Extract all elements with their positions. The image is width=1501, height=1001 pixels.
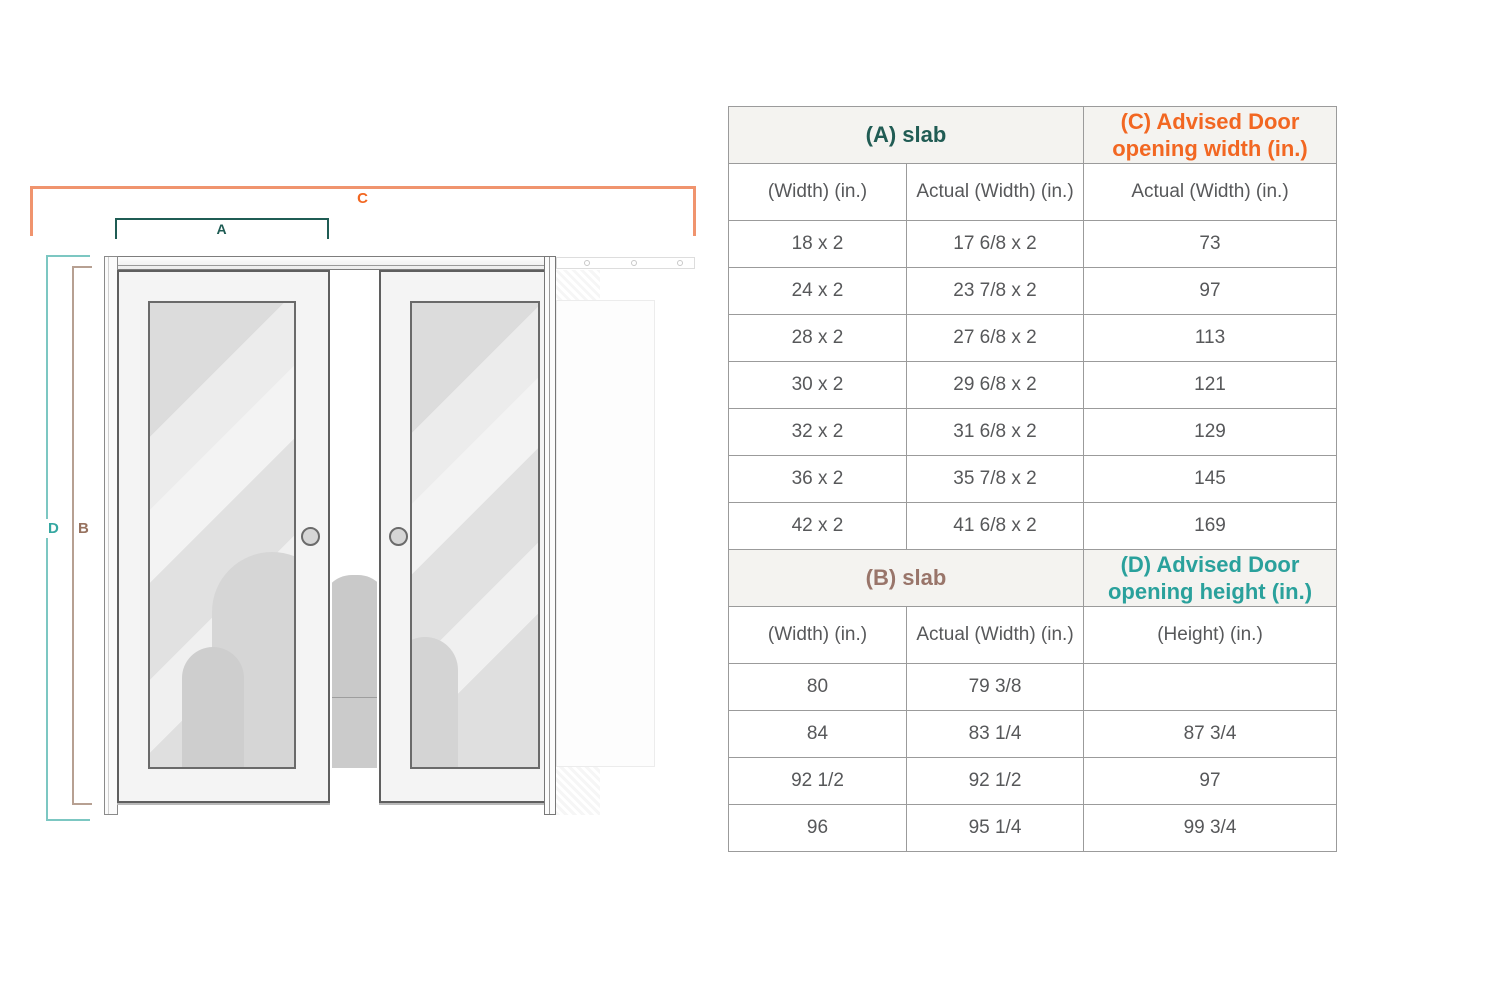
column-header: Actual (Width) (in.) (907, 607, 1084, 664)
table-cell (1084, 664, 1337, 711)
table-cell: 23 7/8 x 2 (907, 268, 1084, 315)
door-left-jamb (104, 256, 118, 815)
dimension-bracket-a (115, 218, 329, 239)
table-cell: 87 3/4 (1084, 711, 1337, 758)
furniture-silhouette (332, 575, 377, 697)
dimension-label-c: C (357, 190, 369, 207)
table-cell: 73 (1084, 221, 1337, 268)
table-cell: 35 7/8 x 2 (907, 456, 1084, 503)
table-cell: 121 (1084, 362, 1337, 409)
table-cell: 113 (1084, 315, 1337, 362)
table-cell: 32 x 2 (729, 409, 907, 456)
table-row (729, 409, 1337, 456)
track-hole-icon (631, 260, 637, 266)
table-row (729, 805, 1337, 852)
dimension-label-b: B (78, 520, 89, 537)
door-panel-left (117, 270, 330, 803)
section-header-right: (C) Advised Door opening width (in.) (1084, 107, 1337, 164)
table-cell: 92 1/2 (907, 758, 1084, 805)
table-row (729, 758, 1337, 805)
dimension-label-a: A (216, 221, 228, 237)
section-header-row (729, 107, 1337, 164)
table-cell: 36 x 2 (729, 456, 907, 503)
door-glass-left (148, 301, 296, 769)
table-row (729, 221, 1337, 268)
table-cell: 28 x 2 (729, 315, 907, 362)
table-row (729, 315, 1337, 362)
table-row (729, 664, 1337, 711)
table-cell: 97 (1084, 268, 1337, 315)
table-cell: 129 (1084, 409, 1337, 456)
door-handle-left (301, 527, 320, 546)
section-header-left: (B) slab (729, 550, 1084, 607)
door-glass-right (410, 301, 540, 769)
furniture-silhouette (332, 697, 377, 768)
table-row (729, 456, 1337, 503)
table-cell: 83 1/4 (907, 711, 1084, 758)
table-row (729, 362, 1337, 409)
table-cell: 145 (1084, 456, 1337, 503)
table-cell: 27 6/8 x 2 (907, 315, 1084, 362)
section-header-right: (D) Advised Door opening height (in.) (1084, 550, 1337, 607)
table-row (729, 503, 1337, 550)
pocket-door-ghost (556, 300, 655, 767)
sliding-track (556, 257, 695, 269)
table-cell: 29 6/8 x 2 (907, 362, 1084, 409)
table-cell: 17 6/8 x 2 (907, 221, 1084, 268)
track-hole-icon (677, 260, 683, 266)
glass-reflection (182, 647, 244, 767)
track-hole-icon (584, 260, 590, 266)
table-cell: 79 3/8 (907, 664, 1084, 711)
table-cell: 30 x 2 (729, 362, 907, 409)
table-cell: 80 (729, 664, 907, 711)
table-cell: 18 x 2 (729, 221, 907, 268)
section-header-row (729, 550, 1337, 607)
dimension-bracket-b (72, 266, 92, 805)
glass-reflection (410, 637, 458, 767)
door-handle-right (389, 527, 408, 546)
table-cell: 42 x 2 (729, 503, 907, 550)
table-cell: 95 1/4 (907, 805, 1084, 852)
table-cell: 24 x 2 (729, 268, 907, 315)
door-gap-opening (332, 272, 377, 801)
door-strike-jamb (544, 256, 556, 815)
dimension-label-d: D (48, 520, 59, 537)
door-head-jamb (104, 256, 556, 270)
column-header: (Width) (in.) (729, 607, 907, 664)
table-cell: 96 (729, 805, 907, 852)
column-header-row (729, 607, 1337, 664)
table-cell: 99 3/4 (1084, 805, 1337, 852)
table-row (729, 711, 1337, 758)
column-header-row (729, 164, 1337, 221)
column-header: Actual (Width) (in.) (1084, 164, 1337, 221)
table-cell: 92 1/2 (729, 758, 907, 805)
table-cell: 84 (729, 711, 907, 758)
table-cell: 169 (1084, 503, 1337, 550)
table-cell: 97 (1084, 758, 1337, 805)
table-cell: 31 6/8 x 2 (907, 409, 1084, 456)
column-header: (Width) (in.) (729, 164, 907, 221)
table-row (729, 268, 1337, 315)
table-cell: 41 6/8 x 2 (907, 503, 1084, 550)
column-header: (Height) (in.) (1084, 607, 1337, 664)
column-header: Actual (Width) (in.) (907, 164, 1084, 221)
size-table (728, 106, 1337, 852)
section-header-left: (A) slab (729, 107, 1084, 164)
